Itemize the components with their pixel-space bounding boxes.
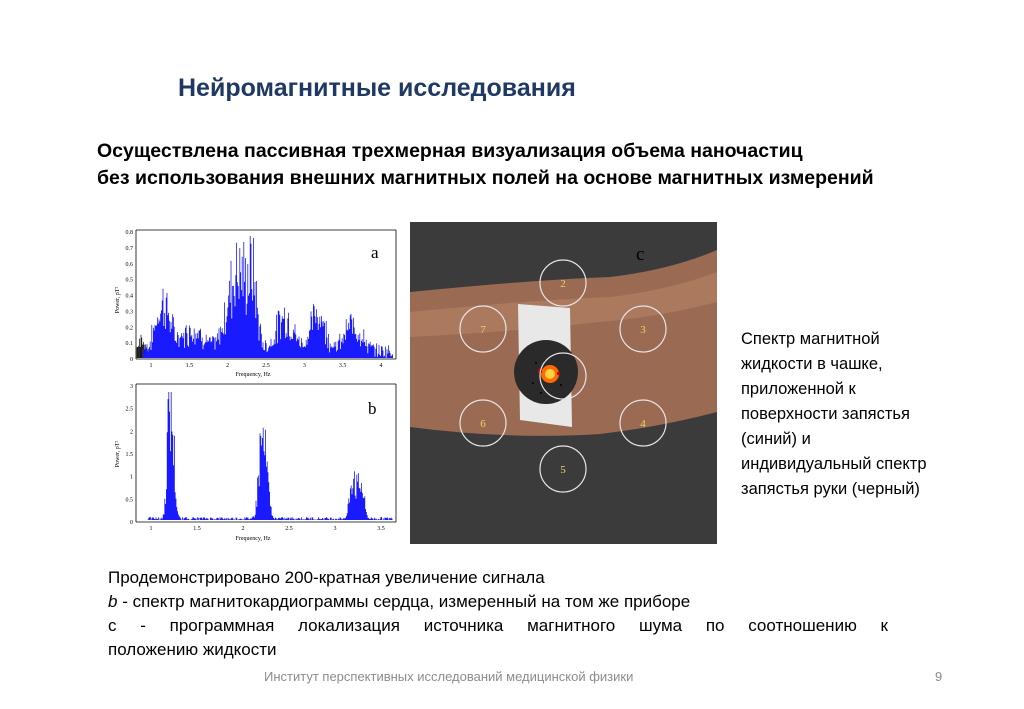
a-yticks-label: 0.4 xyxy=(125,293,133,300)
spectrum-caption xyxy=(741,327,991,502)
b-xticks-label: 1 xyxy=(149,526,153,532)
caption-line: (синий) и xyxy=(741,430,811,448)
caption-line: жидкости в чашке, xyxy=(741,355,883,373)
result-line-2-text: - спектр магнитокардиограммы сердца, измеренный на том же приборе xyxy=(117,592,691,611)
panel-b xyxy=(115,384,396,542)
sensor-label-3: 3 xyxy=(640,324,646,336)
b-xticks-label: 3.5 xyxy=(377,526,385,532)
footer-institute: Институт перспективных исследований медицинской физики xyxy=(264,669,634,684)
panel-b-xlabel: Frequency, Hz xyxy=(235,536,271,542)
a-xticks-label: 3 xyxy=(302,363,306,369)
a-xticks-label: 1 xyxy=(149,363,153,369)
a-yticks-label: 0.6 xyxy=(125,261,133,268)
sensor-label-5: 5 xyxy=(560,464,566,476)
a-xticks-label: 2 xyxy=(226,363,230,369)
a-xticks-label: 3.5 xyxy=(338,363,347,369)
b-yticks-label: 3 xyxy=(130,384,133,390)
result-line-4: положению жидкости xyxy=(108,640,277,659)
panel-a-yticks xyxy=(126,230,134,363)
b-xticks-label: 2.5 xyxy=(285,526,293,532)
b-letter: b xyxy=(108,592,118,611)
panel-b-label: b xyxy=(368,399,377,418)
b-yticks-label: 0 xyxy=(130,520,133,526)
a-yticks-label: 0.7 xyxy=(125,245,133,252)
caption-line: индивидуальный спектр xyxy=(741,455,927,473)
localization-figure-c xyxy=(410,222,717,544)
subtitle xyxy=(97,138,997,192)
panel-b-xticks xyxy=(150,526,385,532)
b-yticks-label: 1.5 xyxy=(125,452,133,458)
b-xticks-label: 2 xyxy=(241,526,245,532)
a-yticks-label: 0.3 xyxy=(125,309,133,316)
caption-line: приложенной к xyxy=(741,380,856,398)
subtitle-line-1: Осуществлена пассивная трехмерная визуализация объема наночастиц xyxy=(97,140,803,162)
panel-b-mcg-spectrum xyxy=(148,392,393,520)
b-xticks-label: 1.5 xyxy=(193,526,201,532)
a-yticks-label: 0 xyxy=(130,357,133,363)
a-yticks-label: 0.5 xyxy=(125,277,133,284)
panel-a-xlabel: Frequency, Hz xyxy=(235,372,271,378)
page-title: Нейромагнитные исследования xyxy=(178,74,576,102)
caption-line: поверхности запястья xyxy=(741,405,910,423)
result-line-1: Продемонстрировано 200-кратная увеличение сигнала xyxy=(108,568,545,587)
panel-a xyxy=(113,222,403,382)
results-text xyxy=(108,566,888,662)
a-yticks-label: 0.1 xyxy=(125,341,133,348)
a-xticks-label: 2.5 xyxy=(262,363,270,369)
sensor-label-2: 2 xyxy=(560,278,566,290)
panel-a-label: a xyxy=(371,243,379,262)
b-xticks-label: 3 xyxy=(333,526,337,532)
sensor-label-7: 7 xyxy=(480,324,486,336)
caption-line: запястья руки (черный) xyxy=(741,480,920,498)
panel-c-label: c xyxy=(636,244,645,265)
page-number: 9 xyxy=(935,669,943,684)
b-yticks-label: 0.5 xyxy=(125,497,133,504)
b-yticks-label: 1 xyxy=(130,474,133,481)
spectrum-figure-ab xyxy=(113,222,403,547)
b-yticks-label: 2.5 xyxy=(125,406,133,413)
result-line-3: с - программная локализация источника магнитного шума по соотношению к xyxy=(108,616,888,635)
a-yticks-label: 0.8 xyxy=(125,230,133,236)
panel-b-yticks xyxy=(126,384,134,526)
sensor-label-6: 6 xyxy=(480,418,486,430)
a-xticks-label: 1.5 xyxy=(185,363,194,369)
b-yticks-label: 2 xyxy=(130,429,133,436)
sensor-label-4: 4 xyxy=(640,418,646,430)
a-yticks-label: 0.2 xyxy=(125,325,133,332)
caption-line: Спектр магнитной xyxy=(741,330,880,348)
result-line-2 xyxy=(108,590,888,614)
a-xticks-label: 4 xyxy=(379,363,383,369)
subtitle-line-2: без использования внешних магнитных полей на основе магнитных измерений xyxy=(97,167,874,189)
panel-a-ylabel: Power, pT² xyxy=(115,286,121,314)
panel-b-ylabel: Power, pT² xyxy=(115,440,121,468)
